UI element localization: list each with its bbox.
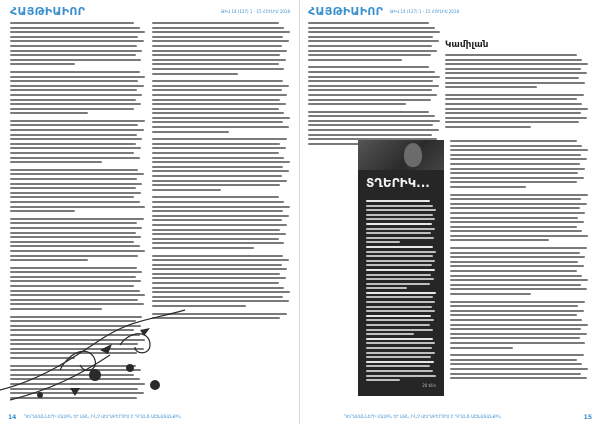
text-line: [10, 161, 102, 163]
text-line: [450, 256, 585, 258]
text-line: [152, 224, 287, 226]
text-line: [10, 22, 134, 24]
text-line: [450, 354, 584, 356]
article-title: Կամիլան: [445, 40, 489, 50]
text-line: [152, 273, 280, 275]
text-line: [152, 85, 289, 87]
text-line: [10, 120, 145, 122]
text-line: [366, 269, 435, 271]
text-line: [10, 294, 145, 296]
text-line: [10, 108, 134, 110]
text-line: [450, 186, 526, 188]
text-line: [152, 157, 284, 159]
text-line: [10, 178, 137, 180]
text-line: [10, 255, 138, 257]
text-line: [10, 40, 144, 42]
text-line: [10, 157, 140, 159]
text-line: [450, 247, 587, 249]
text-line: [10, 94, 142, 96]
text-line: [10, 267, 137, 269]
text-line: [366, 329, 433, 331]
text-line: [10, 45, 137, 47]
text-line: [152, 196, 279, 198]
text-line: [445, 86, 537, 88]
text-line: [10, 152, 134, 154]
text-line: [10, 99, 136, 101]
text-line: [10, 245, 140, 247]
text-line: [152, 45, 282, 47]
text-line: [152, 112, 284, 114]
text-line: [10, 232, 136, 234]
text-line: [10, 27, 140, 29]
text-line: [308, 103, 406, 105]
text-line: [445, 72, 587, 74]
text-line: [366, 365, 430, 367]
text-line: [450, 261, 578, 263]
text-line: [445, 94, 584, 96]
text-line: [450, 368, 588, 370]
text-line: [366, 214, 433, 216]
text-line: [450, 154, 581, 156]
text-line: [366, 306, 432, 308]
text-line: [450, 212, 585, 214]
text-line: [10, 112, 88, 114]
text-line: [10, 63, 75, 65]
text-line: [450, 194, 588, 196]
text-line: [10, 173, 144, 175]
text-line: [445, 121, 579, 123]
text-line: [152, 99, 280, 101]
text-line: [308, 45, 432, 47]
text-line: [10, 201, 140, 203]
text-line: [450, 149, 588, 151]
text-line: [308, 50, 437, 52]
text-line: [366, 296, 433, 298]
text-line: [308, 31, 440, 33]
text-line: [366, 228, 435, 230]
text-line: [366, 310, 435, 312]
text-line: [10, 290, 140, 292]
text-line: [152, 206, 290, 208]
box-title: ՏՂԵՐԻԿ...: [366, 176, 430, 190]
text-line: [450, 140, 577, 142]
text-line: [450, 337, 580, 339]
text-line: [366, 241, 400, 243]
text-line: [152, 296, 283, 298]
text-line: [152, 147, 286, 149]
text-line: [445, 108, 588, 110]
text-line: [152, 126, 289, 128]
text-line: [10, 236, 141, 238]
text-line: [10, 218, 144, 220]
text-line: [450, 235, 588, 237]
text-line: [10, 143, 136, 145]
right-text-column-3: [450, 140, 588, 402]
magazine-logo: ՀԱՅԹԻԱԻՈՐ: [308, 5, 384, 18]
text-line: [450, 284, 581, 286]
text-line: [152, 287, 284, 289]
text-line: [445, 68, 581, 70]
text-line: [308, 129, 439, 131]
text-line: [366, 292, 436, 294]
text-line: [152, 259, 289, 261]
text-line: [152, 36, 283, 38]
text-line: [10, 50, 142, 52]
text-line: [366, 218, 435, 220]
text-line: [450, 252, 580, 254]
text-line: [308, 99, 431, 101]
text-line: [366, 352, 435, 354]
text-line: [152, 282, 279, 284]
text-line: [308, 94, 437, 96]
text-line: [308, 76, 440, 78]
text-line: [152, 184, 280, 186]
text-line: [10, 250, 145, 252]
text-line: [450, 145, 582, 147]
text-line: [152, 255, 283, 257]
text-line: [10, 259, 88, 261]
text-line: [10, 129, 144, 131]
text-line: [152, 68, 284, 70]
issue-line: ԹԻՎ 14 (127) 1 - 15 ՀՈՒԼԻՍ 2018: [390, 9, 459, 14]
text-line: [366, 283, 430, 285]
text-line: [366, 333, 414, 335]
text-line: [366, 356, 431, 358]
text-line: [450, 239, 549, 241]
text-line: [152, 63, 279, 65]
text-line: [10, 85, 144, 87]
text-line: [10, 36, 138, 38]
text-line: [366, 361, 434, 363]
text-line: [450, 310, 584, 312]
text-line: [308, 66, 429, 68]
text-line: [445, 59, 582, 61]
text-line: [445, 103, 582, 105]
text-line: [450, 377, 587, 379]
text-line: [10, 147, 141, 149]
text-line: [152, 170, 289, 172]
text-line: [10, 187, 136, 189]
text-line: [450, 177, 584, 179]
text-line: [308, 85, 439, 87]
text-line: [10, 271, 142, 273]
text-line: [152, 89, 282, 91]
text-line: [450, 363, 582, 365]
text-line: [152, 242, 284, 244]
text-line: [308, 36, 433, 38]
text-line: [10, 80, 138, 82]
text-line: [366, 209, 436, 211]
text-line: [10, 183, 142, 185]
text-line: [366, 200, 430, 202]
text-line: [308, 124, 433, 126]
text-line: [366, 237, 434, 239]
text-line: [10, 227, 142, 229]
text-line: [366, 287, 407, 289]
text-line: [366, 278, 434, 280]
text-line: [450, 221, 584, 223]
text-line: [450, 226, 577, 228]
text-line: [366, 375, 436, 377]
text-line: [308, 120, 440, 122]
text-line: [152, 233, 286, 235]
text-line: [10, 210, 75, 212]
right-text-column-2: [445, 54, 588, 134]
text-line: [450, 373, 581, 375]
text-line: [152, 117, 290, 119]
feature-box: [358, 140, 444, 396]
right-page: [300, 0, 600, 424]
box-text: [366, 200, 436, 384]
text-line: [152, 54, 280, 56]
text-line: [152, 143, 280, 145]
text-line: [366, 251, 436, 253]
text-line: [450, 198, 581, 200]
text-line: [10, 241, 134, 243]
text-line: [450, 217, 578, 219]
text-line: [152, 180, 287, 182]
text-line: [308, 111, 429, 113]
text-line: [366, 232, 431, 234]
text-line: [152, 264, 282, 266]
issue-line: ԹԻՎ 14 (127) 1 - 15 ՀՈՒԼԻՍ 2018: [221, 9, 290, 14]
floral-swirl-icon: [0, 300, 190, 410]
text-line: [366, 342, 435, 344]
text-line: [308, 71, 435, 73]
text-line: [10, 31, 145, 33]
text-line: [308, 27, 435, 29]
text-line: [366, 255, 433, 257]
text-line: [366, 370, 433, 372]
text-line: [450, 328, 581, 330]
text-line: [445, 117, 587, 119]
text-line: [366, 301, 435, 303]
text-line: [308, 134, 432, 136]
text-line: [10, 196, 134, 198]
text-line: [450, 314, 577, 316]
text-line: [366, 315, 431, 317]
text-line: [152, 291, 290, 293]
text-line: [152, 201, 284, 203]
text-line: [10, 276, 136, 278]
text-line: [152, 31, 290, 33]
text-line: [366, 264, 432, 266]
text-line: [10, 169, 138, 171]
text-line: [10, 280, 141, 282]
text-line: [152, 247, 254, 249]
text-line: [10, 89, 137, 91]
text-line: [450, 333, 587, 335]
text-line: [152, 94, 287, 96]
text-line: [10, 71, 140, 73]
text-line: [152, 152, 279, 154]
text-line: [445, 82, 585, 84]
text-line: [152, 80, 283, 82]
text-line: [366, 347, 432, 349]
page-footer: ԴԵՐԱՍԱՆՆԵՐԻ ՄԱՍԻՆ ԵՒ ԱՅՆ, ԻՆՉ ՎԵՐԱԲԵՐՈՒՄ Է ԴՐԱՆՑ ԱՇԽԱՏԱՆՔԻՆ: [344, 414, 502, 419]
text-line: [366, 260, 435, 262]
text-line: [445, 112, 581, 114]
magazine-logo: ՀԱՅԹԻԱԻՈՐ: [10, 5, 86, 18]
author-photo: [358, 140, 444, 170]
text-line: [450, 288, 587, 290]
text-line: [152, 121, 283, 123]
text-line: [152, 175, 282, 177]
text-line: [308, 89, 432, 91]
text-line: [450, 301, 585, 303]
text-line: [152, 219, 282, 221]
text-line: [10, 124, 138, 126]
text-line: [10, 54, 136, 56]
page-footer: ԴԵՐԱՍԱՆՆԵՐԻ ՄԱՍԻՆ ԵՒ ԱՅՆ, ԻՆՉ ՎԵՐԱԲԵՐՈՒՄ Է ԴՐԱՆՑ ԱՇԽԱՏԱՆՔԻՆ: [24, 414, 182, 419]
text-line: [450, 181, 577, 183]
text-line: [450, 203, 587, 205]
text-line: [450, 342, 585, 344]
text-line: [152, 108, 279, 110]
text-line: [152, 50, 287, 52]
text-line: [366, 205, 433, 207]
text-line: [308, 59, 402, 61]
text-line: [308, 115, 435, 117]
text-line: [10, 138, 142, 140]
text-line: [10, 192, 141, 194]
text-line: [308, 54, 431, 56]
text-line: [152, 138, 287, 140]
text-line: [445, 126, 531, 128]
text-line: [366, 319, 434, 321]
text-line: [450, 275, 582, 277]
box-signature: 20 tilin: [422, 383, 436, 388]
text-line: [152, 73, 238, 75]
text-line: [450, 207, 580, 209]
text-line: [450, 158, 587, 160]
text-line: [152, 27, 284, 29]
text-line: [152, 40, 289, 42]
text-line: [450, 324, 588, 326]
text-line: [152, 215, 289, 217]
text-line: [152, 22, 279, 24]
text-line: [10, 59, 141, 61]
text-line: [450, 279, 588, 281]
text-line: [450, 168, 585, 170]
text-line: [152, 131, 229, 133]
text-line: [10, 134, 137, 136]
text-line: [450, 163, 580, 165]
text-line: [10, 206, 145, 208]
text-line: [450, 230, 582, 232]
text-line: [10, 222, 137, 224]
text-line: [10, 76, 145, 78]
text-line: [450, 359, 577, 361]
text-line: [152, 277, 286, 279]
text-line: [366, 223, 432, 225]
text-line: [152, 161, 290, 163]
text-line: [10, 103, 141, 105]
text-line: [308, 40, 439, 42]
text-line: [152, 59, 286, 61]
text-line: [450, 172, 578, 174]
text-line: [152, 210, 283, 212]
page-number: 15: [583, 414, 592, 421]
text-line: [445, 98, 577, 100]
text-line: [450, 265, 584, 267]
text-line: [308, 80, 433, 82]
text-line: [152, 238, 279, 240]
text-line: [366, 338, 433, 340]
text-line: [366, 274, 431, 276]
text-line: [450, 319, 582, 321]
text-line: [10, 285, 134, 287]
text-line: [450, 270, 577, 272]
text-line: [152, 166, 283, 168]
text-line: [308, 22, 429, 24]
text-line: [450, 347, 513, 349]
text-line: [450, 293, 531, 295]
text-line: [366, 324, 430, 326]
text-line: [152, 189, 221, 191]
text-line: [152, 229, 280, 231]
page-number: 14: [8, 414, 17, 421]
text-line: [445, 54, 577, 56]
text-line: [450, 305, 578, 307]
text-line: [152, 268, 287, 270]
text-line: [366, 379, 400, 381]
text-line: [152, 103, 286, 105]
text-line: [366, 246, 433, 248]
text-line: [445, 77, 579, 79]
text-line: [445, 63, 588, 65]
